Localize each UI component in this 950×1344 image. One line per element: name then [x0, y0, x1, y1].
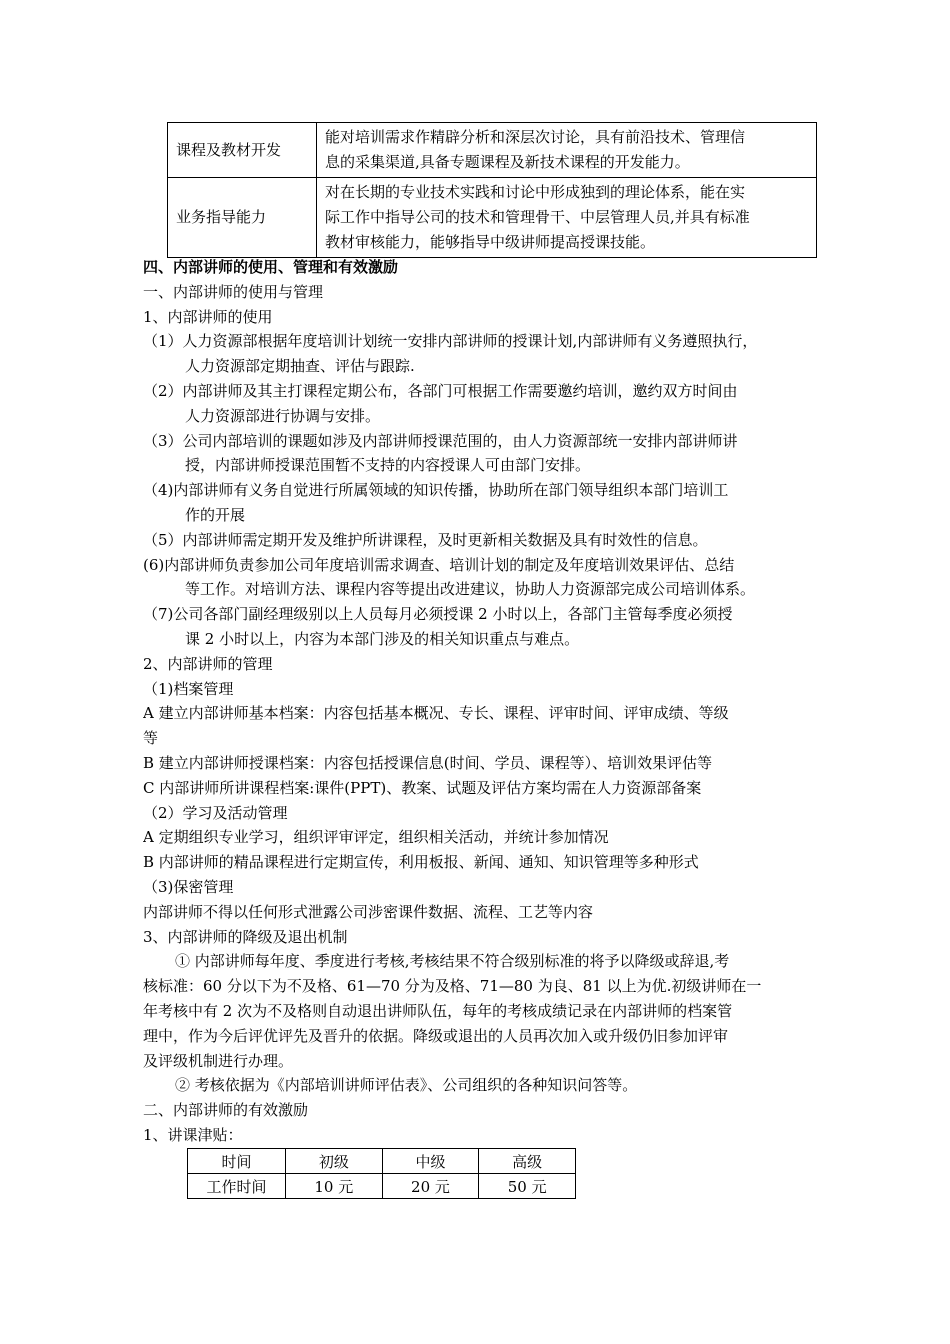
- row-description: [317, 123, 817, 178]
- list-item: B 建立内部讲师授课档案：内容包括授课信息(时间、学员、课程等）、培训效果评估等: [143, 753, 713, 772]
- table-cell: 10 元: [286, 1174, 383, 1199]
- table-row: [168, 123, 817, 178]
- list-item-cont: 作的开展: [185, 505, 246, 524]
- list-item: （4)内部讲师有义务自觉进行所属领域的知识传播，协助所在部门领导组织本部门培训工: [143, 481, 729, 500]
- header-cell: 中级: [382, 1149, 479, 1174]
- sub-heading: 2、内部讲师的管理: [143, 654, 273, 673]
- table-cell: 50 元: [479, 1174, 576, 1199]
- allowance-table: [187, 1148, 576, 1199]
- table-header-row: [188, 1149, 576, 1174]
- paragraph: 内部讲师不得以任何形式泄露公司涉密课件数据、流程、工艺等内容: [143, 902, 594, 921]
- row-label: 课程及教材开发: [168, 123, 317, 178]
- paragraph-line: ② 考核依据为《内部培训讲师评估表》、公司组织的各种知识问答等。: [175, 1076, 638, 1095]
- desc-line: 能对培训需求作精辟分析和深层次讨论，具有前沿技术、管理信: [325, 128, 746, 146]
- body-text: [143, 255, 823, 1148]
- desc-line: 对在长期的专业技术实践和讨论中形成独到的理论体系，能在实: [325, 183, 746, 201]
- sub-heading: 一、内部讲师的使用与管理: [143, 282, 324, 301]
- header-cell: 高级: [479, 1149, 576, 1174]
- row-description: [317, 178, 817, 258]
- header-cell: 初级: [286, 1149, 383, 1174]
- list-heading: （2）学习及活动管理: [143, 803, 288, 822]
- sub-heading: 1、内部讲师的使用: [143, 307, 273, 326]
- list-item: A 建立内部讲师基本档案：内容包括基本概况、专长、课程、评审时间、评审成绩、等级: [143, 704, 729, 723]
- list-item: (6)内部讲师负责参加公司年度培训需求调查、培训计划的制定及年度培训效果评估、总结: [143, 555, 735, 574]
- paragraph-line: 年考核中有 2 次为不及格则自动退出讲师队伍，每年的考核成绩记录在内部讲师的档案管: [143, 1001, 733, 1020]
- list-item: A 定期组织专业学习，组织评审评定，组织相关活动，并统计参加情况: [143, 828, 609, 847]
- list-item: B 内部讲师的精品课程进行定期宣传，利用板报、新闻、通知、知识管理等多种形式: [143, 853, 699, 872]
- qualification-table: [167, 122, 817, 258]
- list-item: （5）内部讲师需定期开发及维护所讲课程，及时更新相关数据及具有时效性的信息。: [143, 530, 708, 549]
- section-title: 四、内部讲师的使用、管理和有效激励: [143, 258, 399, 276]
- list-item: （7)公司各部门副经理级别以上人员每月必须授课 2 小时以上，各部门主管每季度必须授: [143, 605, 733, 624]
- list-item-cont: 等工作。对培训方法、课程内容等提出改进建议，协助人力资源部完成公司培训体系。: [185, 580, 756, 599]
- list-item-cont: 授，内部讲师授课范围暂不支持的内容授课人可由部门安排。: [185, 456, 591, 475]
- sub-heading: 1、讲课津贴：: [143, 1125, 243, 1144]
- list-item: （1）人力资源部根据年度培训计划统一安排内部讲师的授课计划,内部讲师有义务遵照执行，: [143, 332, 758, 351]
- table-cell: 工作时间: [188, 1174, 286, 1199]
- list-item-cont: 等: [143, 729, 159, 748]
- paragraph-line: ① 内部讲师每年度、季度进行考核,考核结果不符合级别标准的将予以降级或辞退,考: [175, 952, 730, 971]
- paragraph-line: 核标准：60 分以下为不及格、61—70 分为及格、71—80 为良、81 以上为优.初级讲师在一: [143, 977, 762, 996]
- list-item: （2）内部讲师及其主打课程定期公布，各部门可根据工作需要邀约培训，邀约双方时间由: [143, 381, 738, 400]
- header-cell: 时间: [188, 1149, 286, 1174]
- table-row: [188, 1174, 576, 1199]
- desc-line: 息的采集渠道,具备专题课程及新技术课程的开发能力。: [325, 153, 690, 171]
- list-heading: （1)档案管理: [143, 679, 234, 698]
- list-item-cont: 人力资源部进行协调与安排。: [185, 406, 381, 425]
- list-item: C 内部讲师所讲课程档案:课件(PPT)、教案、试题及评估方案均需在人力资源部备案: [143, 778, 702, 797]
- paragraph-line: 理中，作为今后评优评先及晋升的依据。降级或退出的人员再次加入或升级仍旧参加评审: [143, 1026, 729, 1045]
- row-label: 业务指导能力: [168, 178, 317, 258]
- list-heading: （3)保密管理: [143, 877, 234, 896]
- desc-line: 际工作中指导公司的技术和管理骨干、中层管理人员,并具有标准: [325, 208, 750, 226]
- list-item-cont: 人力资源部定期抽查、评估与跟踪.: [185, 357, 415, 376]
- paragraph-line: 及评级机制进行办理。: [143, 1051, 294, 1070]
- table-row: [168, 178, 817, 258]
- table-cell: 20 元: [382, 1174, 479, 1199]
- list-item: （3）公司内部培训的课题如涉及内部讲师授课范围的，由人力资源部统一安排内部讲师讲: [143, 431, 738, 450]
- list-item-cont: 课 2 小时以上，内容为本部门涉及的相关知识重点与难点。: [185, 629, 580, 648]
- sub-heading: 3、内部讲师的降级及退出机制: [143, 927, 348, 946]
- sub-heading: 二、内部讲师的有效激励: [143, 1101, 309, 1120]
- desc-line: 教材审核能力，能够指导中级讲师提高授课技能。: [325, 233, 656, 251]
